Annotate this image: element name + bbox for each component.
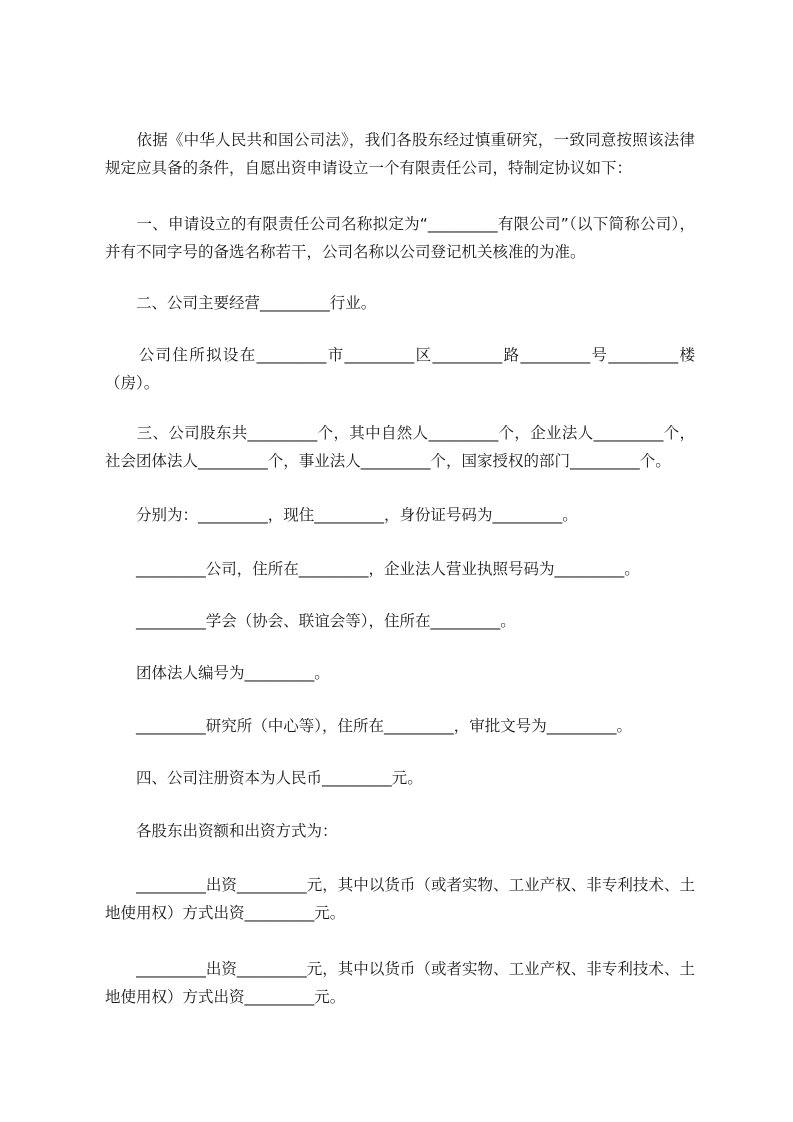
paragraph-research-institute: _________研究所（中心等），住所在_________，审批文号为_________。 — [105, 717, 633, 735]
paragraph-contribution-1: _________出资_________元，其中以货币（或者实物、工业产权、非专利技术、土地使用权）方式出资_________元。 — [105, 876, 695, 922]
paragraph-company-address: 公司住所拟设在_________市_________区_________路_________号_________楼（房）。 — [105, 346, 695, 392]
paragraph-social-group: _________学会（协会、联谊会等），住所在_________。 — [105, 612, 516, 630]
paragraph-contribution-intro: 各股东出资额和出资方式为： — [105, 822, 338, 840]
paragraph-group-legal-person-number: 团体法人编号为_________。 — [105, 664, 330, 682]
paragraph-preamble: 依据《中华人民共和国公司法》，我们各股东经过慎重研究，一致同意按照该法律规定应具备的条件，自愿出资申请设立一个有限责任公司，特制定协议如下： — [105, 131, 695, 177]
paragraph-article-2: 二、公司主要经营_________行业。 — [105, 294, 377, 312]
paragraph-article-3: 三、公司股东共_________个，其中自然人_________个，企业法人_________个，社会团体法人_________个，事业法人_________个，国家授权的部门_________个。 — [105, 424, 695, 470]
paragraph-contribution-2: _________出资_________元，其中以货币（或者实物、工业产权、非专利技术、土地使用权）方式出资_________元。 — [105, 960, 695, 1006]
paragraph-enterprise-legal-person: _________公司，住所在_________，企业法人营业执照号码为_________。 — [105, 560, 640, 578]
paragraph-article-1: 一、申请设立的有限责任公司名称拟定为“_________有限公司”（以下简称公司），并有不同字号的备选名称若干，公司名称以公司登记机关核准的为准。 — [105, 215, 695, 261]
paragraph-article-4: 四、公司注册资本为人民币_________元。 — [105, 769, 423, 787]
paragraph-natural-person: 分别为：_________，现住_________，身份证号码为_________。 — [105, 506, 578, 524]
